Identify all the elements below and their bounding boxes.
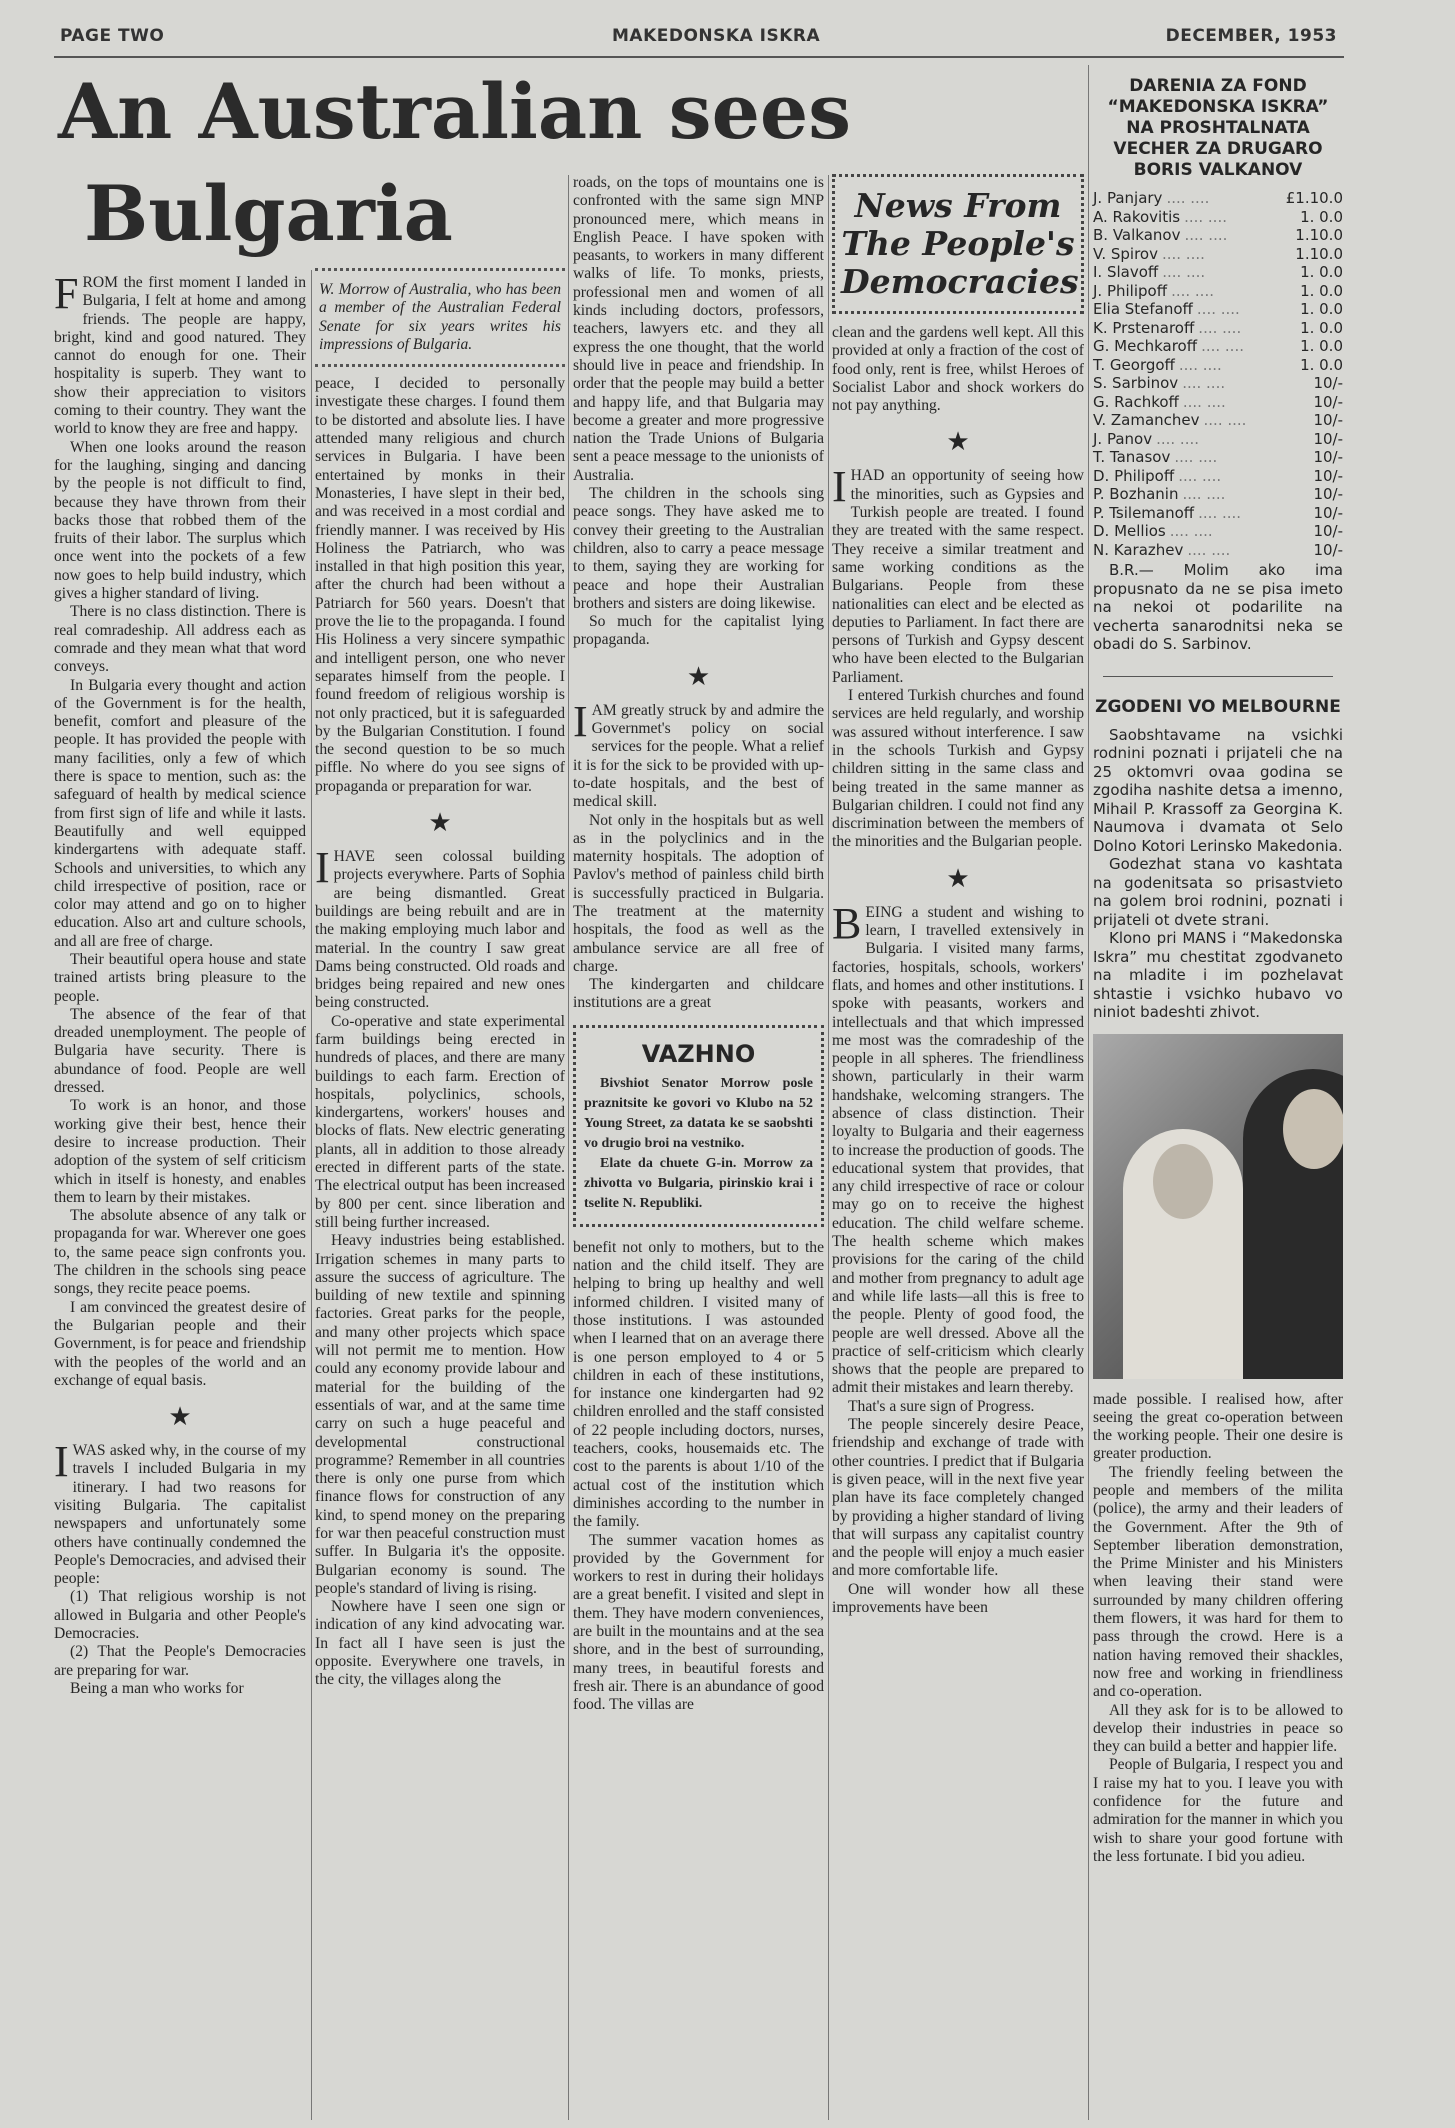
donation-row	[1093, 504, 1343, 523]
donation-row	[1093, 448, 1343, 467]
donation-row	[1093, 319, 1343, 338]
article-paragraph: The kindergarten and childcare institutions are a great	[573, 976, 824, 1012]
donation-amount: 1. 0.0	[1300, 207, 1343, 226]
donor-name: T. Tanasov	[1093, 448, 1171, 466]
article-paragraph: roads, on the tops of mountains one is confronted with the same sign MNP pronounced mere, which means in English Peace. I have spoken with peasants, to workers in many different walks of life. To monks, priests, professional men and women of all kinds including doctors, professors, teachers, lawyers etc. and they all express the one thought, that the world should live in peace and friendship. In order that the people may build a better and happy life, and that Bulgaria may become a greater and more progressive nation the Trade Unions of Bulgaria sent a peace message to the unionists of Australia.	[573, 174, 824, 484]
engaged-couple-photo	[1093, 1034, 1343, 1379]
announcement-title: VAZHNO	[641, 1039, 756, 1068]
leader-dots: .... ....	[1203, 411, 1247, 429]
donor-name: V. Zamanchev	[1093, 411, 1200, 429]
article-paragraph: (1) That religious worship is not allowed in Bulgaria and other People's Democracies.	[54, 1588, 306, 1643]
column-divider	[1088, 65, 1089, 2120]
page-number: PAGE TWO	[60, 26, 165, 46]
star-separator-icon: ★	[686, 661, 711, 691]
article-paragraph: made possible. I realised how, after seeing the great co-operation between the working people. Their one desire is greater production.	[1093, 1390, 1343, 1463]
article-paragraph: The children in the schools sing peace songs. They have asked me to convey their greeting to the Australian children, also to carry a peace message to them, saying they are working for peace and hope their Australian brothers and sisters are doing likewise.	[573, 485, 824, 612]
article-paragraph: All they ask for is to be allowed to develop their industries in peace so they can build a better and happier life.	[1093, 1701, 1343, 1756]
article-column-3	[573, 174, 824, 1714]
donation-row	[1093, 541, 1343, 560]
leader-dots: .... ....	[1169, 522, 1213, 540]
leader-dots: .... ....	[1182, 485, 1226, 503]
donor-name: I. Slavoff	[1093, 263, 1159, 281]
article-paragraph: Co-operative and state experimental farm buildings being erected in hundreds of places, and there are many buildings to each farm. Erection of hospitals, polyclinics, schools, kindergartens, workers' houses and blocks of flats. New electric generating plants, all in addition to those already erected in different parts of the state. The electrical output has been increased by 800 per cent. since liberation and still being further increased.	[315, 1012, 565, 1231]
banner-line: The People's	[841, 224, 1075, 263]
leader-dots: .... ....	[1162, 263, 1206, 281]
article-paragraph: BEING a student and wishing to learn, I travelled extensively in Bulgaria. I visited many farms, factories, hospitals, schools, workers' flats, and homes and other institutions. I spoke with peasants, workers and intellectuals and that which impressed me most was the comradeship of the people in all spheres. The friendliness shown, particularly in their warm handshake, welcoming strangers. The absence of class distinction. Their loyalty to Bulgaria and their eagerness to increase the production of goods. The educational system that provides, that any child irrespective of race or colour may go on to receive the highest education. The child welfare scheme. The health scheme which makes provisions for the caring of the child and mother from pregnancy to adult age and while life lasts—all this is free to the people. Plenty of good food, the people are well dressed. Above all the practice of self-criticism which clearly shows that the people are prepared to admit their mistakes and learn thereby.	[832, 898, 1084, 1397]
donation-amount: 10/-	[1313, 466, 1343, 485]
donor-name: B. Valkanov	[1093, 226, 1181, 244]
donation-amount: 10/-	[1313, 448, 1343, 466]
donor-name: G. Rachkoff	[1093, 392, 1179, 411]
engagement-paragraph: Godezhat stana vo kashtata na godenitsata so prisastvieto na golem broi rodnini, poznati i prijateli ot dvete strani.	[1093, 855, 1343, 929]
donation-row	[1093, 263, 1343, 282]
announcement-text: Elate da chuete G-in. Morrow za zhivotta vo Bulgaria, pirinskio krai i tselite N. Republiki.	[584, 1155, 813, 1211]
article-paragraph: peace, I decided to personally investigate these charges. I found them to be distorted and absolute lies. I have attended many religious and church services in Bulgaria. I have been entertained by monks in their Monasteries, I have slept in their bed, and was received in a most cordial and friendly manner. I was received by His Holiness the Patriarch, who was installed in that high position this year, after the church had been without a Patriarch for 560 years. Doesn't that prove the lie to the propaganda. I found His Holiness a very sincere sympathic and intelligent person, one who never separates himself from the people. I found freedom of religious worship is not only practiced, but it is safeguarded by the Bulgarian Constitution. I found the second question to be so much piffle. No where do you see signs of propaganda or preparation for war.	[315, 375, 565, 795]
article-paragraph: clean and the gardens well kept. All this provided at only a fraction of the cost of food only, rent is free, whilst Heroes of Socialist Labor and shock workers do not pay anything.	[832, 324, 1084, 415]
donation-row	[1093, 226, 1343, 245]
leader-dots: .... ....	[1156, 429, 1200, 448]
donation-row	[1093, 467, 1343, 486]
donation-amount: 1.10.0	[1295, 226, 1343, 244]
article-column-1	[54, 268, 306, 1698]
announcement-text: Bivshiot Senator Morrow posle praznitsite ke govori vo Klubo na 52 Young Street, za datata ke se saobshti vo drugio broi na vestniko.	[584, 1075, 813, 1151]
newspaper-name: MAKEDONSKA ISKRA	[612, 26, 821, 46]
leader-dots: .... ....	[1187, 540, 1231, 559]
star-separator-icon: ★	[946, 427, 970, 457]
donor-name: D. Mellios	[1093, 522, 1166, 540]
donation-amount: 1.10.0	[1295, 244, 1343, 263]
donor-name: Elia Stefanoff	[1093, 300, 1193, 318]
donor-name: G. Mechkaroff	[1093, 337, 1198, 355]
column-divider	[311, 270, 312, 2120]
donation-row	[1093, 485, 1343, 504]
donation-amount: £1.10.0	[1285, 189, 1343, 207]
article-paragraph: IHAD an opportunity of seeing how the minorities, such as Gypsies and Turkish people are treated. I found they are treated with the same respect. They receive a similar treatment and same working conditions as the Bulgarians. People from these nationalities can elect and be elected as deputies to Parliament. In fact there are persons of Turkish and Gypsy descent who have been elected to the Bulgarian Parliament.	[832, 462, 1084, 686]
leader-dots: .... ....	[1198, 318, 1242, 337]
donor-name: J. Philipoff	[1093, 281, 1168, 300]
donation-amount: 10/-	[1313, 503, 1343, 522]
donations-section	[1093, 76, 1343, 654]
article-paragraph: The absence of the fear of that dreaded unemployment. The people of Bulgaria have security. There is abundance of food. People are well dressed.	[54, 1005, 306, 1097]
donations-note: B.R.— Molim ako ima propusnato da ne se pisa imeto na nekoi ot podarilite na vecherta sanarodnitsi neka se obadi do S. Sarbinov.	[1093, 561, 1343, 653]
star-separator-icon: ★	[946, 863, 970, 893]
donation-row	[1093, 208, 1343, 227]
donor-name: J. Panjary	[1093, 189, 1163, 207]
article-paragraph: So much for the capitalist lying propaganda.	[573, 613, 824, 649]
leader-dots: .... ....	[1174, 448, 1218, 466]
donor-name: P. Bozhanin	[1093, 485, 1179, 503]
donor-name: T. Georgoff	[1093, 355, 1175, 374]
column-divider	[568, 175, 569, 2120]
donation-row	[1093, 374, 1343, 393]
engagement-paragraph: Saobshtavame na vsichki rodnini poznati i prijateli che na 25 oktomvri ovaa godina se zgodiha nashite detsa a imenno, Mihail P. Krassoff za Georgina K. Naumova i dvamata ot Selo Dolno Kotori Lerinsko Makedonia.	[1093, 725, 1343, 855]
donor-name: N. Karazhev	[1093, 540, 1184, 559]
donation-amount: 10/-	[1313, 374, 1343, 392]
article-paragraph: IAM greatly struck by and admire the Governmet's policy on social services for the people. What a relief it is for the sick to be provided with up-to-date hospitals, and the best of medical skill.	[573, 696, 824, 811]
donation-row	[1093, 393, 1343, 412]
donor-name: D. Philipoff	[1093, 466, 1175, 485]
article-paragraph: IHAVE seen colossal building projects everywhere. Parts of Sophia are being dismantled. Great buildings are being rebuilt and are in the making employing much labor and material. In the country I saw great Dams being constructed. Old roads and bridges being repaired and new ones being constructed.	[315, 843, 565, 1012]
donation-row	[1093, 282, 1343, 301]
leader-dots: .... ....	[1184, 226, 1228, 244]
donation-amount: 1. 0.0	[1300, 337, 1343, 355]
donation-row	[1093, 356, 1343, 375]
engagement-section	[1093, 697, 1343, 1022]
donation-amount: 1. 0.0	[1300, 355, 1343, 374]
leader-dots: .... ....	[1182, 374, 1226, 392]
article-paragraph: The summer vacation homes as provided by the Government for workers to rest in during their holidays are a great benefit. I visited and slept in them. They have modern conveniences, are built in the mountains and at the sea shore, and in the best of surrounding, many trees, in beautiful forests and fresh air. There is an abundance of good food. The villas are	[573, 1531, 824, 1714]
engagement-title: ZGODENI VO MELBOURNE	[1095, 696, 1341, 717]
article-paragraph: When one looks around the reason for the laughing, singing and dancing by the people is not difficult to find, because they have thrown from their backs those that robbed them of the fruits of their labor. The surplus which once went into the pockets of a few now goes to help build industry, which gives a higher standard of living.	[54, 438, 306, 603]
article-paragraph: The people sincerely desire Peace, friendship and exchange of trade with other countries. I predict that if Bulgaria is given peace, will in the next five year plan have its face completely changed by providing a higher standard of living that will surpass any capitalist country and the people will enjoy a much easier and more comfortable life.	[832, 1416, 1084, 1580]
donation-amount: 1. 0.0	[1300, 263, 1343, 281]
issue-date: DECEMBER, 1953	[1165, 26, 1337, 46]
donation-amount: 10/-	[1313, 485, 1343, 503]
donation-amount: 10/-	[1313, 540, 1343, 559]
article-paragraph: Heavy industries being established. Irrigation schemes in many parts to assure the success of agriculture. The building of new textile and spinning factories. Great parks for the people, and many other projects which space will not permit me to mention. How could any economy provide labour and material for the building of the essentials of war, and at the same time carry on such a huge peaceful and developmental constructional programme? Remember in all countries there is only one purse from which finance flows for construction of any kind, to spend money on the preparing for war then peaceful construction must suffer. In Bulgaria it's the opposite. Bulgarian economy is sound. The people's standard of living is rising.	[315, 1232, 565, 1597]
article-paragraph: (2) That the People's Democracies are preparing for war.	[54, 1643, 306, 1679]
header-rule	[54, 56, 1344, 58]
article-paragraph: IWAS asked why, in the course of my travels I included Bulgaria in my itinerary. I had two reasons for visiting Bulgaria. The capitalist newspapers and unfortunately some others have continually condemned the People's Democracies, and advised their people:	[54, 1437, 306, 1588]
donor-name: P. Tsilemanoff	[1093, 503, 1195, 522]
donation-row	[1093, 411, 1343, 430]
leader-dots: .... ....	[1171, 281, 1214, 300]
article-paragraph: I am convinced the greatest desire of the Bulgarian people and their Government, is for peace and friendship with the peoples of the world and an exchange of equal basis.	[54, 1298, 306, 1389]
donation-row	[1093, 189, 1343, 208]
donation-amount: 1. 0.0	[1300, 318, 1343, 337]
engagement-paragraph: Klono pri MANS i “Makedonska Iskra” mu chestitat zgodvaneto na mladite i im pozhelavat shtastie i vsichko hubavo vo niniot badeshti zhivot.	[1093, 929, 1343, 1021]
star-separator-icon: ★	[168, 1402, 192, 1432]
banner-line: Democracies	[841, 262, 1079, 301]
article-paragraph: I entered Turkish churches and found services are held regularly, and worship was assured without interference. I saw in the schools Turkish and Gypsy children sitting in the same class and being treated in the same manner as Bulgarian children. I could not find any discrimination between the members of the minorities and the Bulgarian people.	[832, 687, 1084, 851]
article-paragraph: One will wonder how all these improvements have been	[832, 1580, 1084, 1616]
news-from-peoples-democracies-banner	[832, 174, 1084, 314]
article-paragraph: Their beautiful opera house and state trained artists bring pleasure to the people.	[54, 950, 306, 1005]
article-paragraph: The friendly feeling between the people and members of the milita (police), the army and their leaders of the Government. After the 9th of September liberation demonstration, the Prime Minister and his Ministers when leaving their stand were surrounded by many children offering them flowers, it was hard for them to pass through the crowd. Here is a nation having removed their shackles, now free and working in friendliness and co-operation.	[1093, 1463, 1343, 1701]
donation-row	[1093, 522, 1343, 541]
donation-amount: 10/-	[1313, 392, 1343, 411]
sidebar-column	[1093, 76, 1343, 1866]
leader-dots: .... ....	[1178, 355, 1222, 374]
article-column-4	[832, 174, 1084, 1617]
article-paragraph: Nowhere have I seen one sign or indication of any kind advocating war. In fact all I have seen is just the opposite. Everywhere one travels, in the city, the villages along the	[315, 1598, 565, 1689]
article-paragraph: There is no class distinction. There is real comradeship. All address each as comrade and they mean what that word conveys.	[54, 603, 306, 676]
leader-dots: .... ....	[1161, 244, 1205, 263]
article-paragraph: That's a sure sign of Progress.	[848, 1397, 1035, 1415]
donation-row	[1093, 430, 1343, 449]
donor-name: S. Sarbinov	[1093, 374, 1179, 392]
donation-amount: 1. 0.0	[1300, 300, 1343, 318]
article-paragraph: Being a man who works for	[70, 1679, 244, 1697]
leader-dots: .... ....	[1201, 337, 1244, 355]
donation-amount: 10/-	[1313, 411, 1343, 429]
donor-name: K. Prstenaroff	[1093, 318, 1195, 337]
donation-amount: 1. 0.0	[1300, 281, 1343, 300]
banner-line: News From	[854, 186, 1062, 225]
leader-dots: .... ....	[1166, 189, 1210, 207]
article-paragraph: Not only in the hospitals but as well as in the polyclinics and in the maternity hospitals. The adoption of Pavlov's method of painless child birth is successfully practiced in Bulgaria. The treatment at the maternity hospitals, the food as well as the ambulance service are all free of charge.	[573, 811, 824, 975]
article-paragraph: benefit not only to mothers, but to the nation and the child itself. They are helping to bring up healthy and well informed children. I visited many of those institutions. I was astounded when I learned that on an average there is one person employed to 4 or 5 children in each of these institutions, for instance one kindergarten had 92 children enrolled and the staff consisted of 22 people including doctors, nurses, teachers, cooks, housemaids etc. The cost to the parents is about 1/10 of the actual cost of the institution which diminishes according to the number in the family.	[573, 1238, 824, 1531]
headline-line2: Bulgaria	[84, 169, 453, 258]
donations-title: DARENIA ZA FOND “MAKEDONSKA ISKRA” NA PROSHTALNATA VECHER ZA DRUGARO BORIS VALKANOV	[1107, 76, 1329, 180]
leader-dots: .... ....	[1196, 300, 1240, 318]
donation-amount: 10/-	[1313, 429, 1343, 448]
article-paragraph: In Bulgaria every thought and action of the Government is for the health, benefit, comfort and pleasure of the people. It has provided the people with many facilities, only a few of which there is space to mention, such as: the safeguard of health by medical science from first sign of life and while it lasts. Beautifully and well equipped kindergartens with adequate staff. Schools and universities, to which any child irrespective of position, race or color may attend and go on to higher education. Also art and culture schools, and all are free of charge.	[54, 676, 306, 950]
announcement-box	[573, 1025, 824, 1227]
star-separator-icon: ★	[428, 808, 452, 838]
donation-amount: 10/-	[1313, 522, 1343, 540]
donor-name: J. Panov	[1093, 429, 1153, 448]
donor-name: V. Spirov	[1093, 244, 1158, 263]
article-paragraph: To work is an honor, and those working give their best, hence their desire to increase production. Their adoption of the system of self criticism which in itself is honesty, and enables them to learn by their mistakes.	[54, 1097, 306, 1206]
article-paragraph: People of Bulgaria, I respect you and I raise my hat to you. I leave you with confidence for the future and admiration for the manner in which you wish to share your good fortune with the less fortunate. I bid you adieu.	[1093, 1756, 1343, 1865]
author-note: W. Morrow of Australia, who has been a member of the Australian Federal Senate for six years writes his impressions of Bulgaria.	[315, 268, 565, 367]
donor-name: A. Rakovitis	[1093, 207, 1181, 226]
donation-row	[1093, 245, 1343, 264]
leader-dots: .... ....	[1198, 503, 1242, 522]
leader-dots: .... ....	[1184, 207, 1227, 226]
leader-dots: .... ....	[1182, 392, 1226, 411]
leader-dots: .... ....	[1178, 466, 1222, 485]
article-paragraph: FROM the first moment I landed in Bulgaria, I felt at home and among friends. The people are happy, bright, kind and good natured. They cannot do enough for one. Their hospitality is superb. They want to show their appreciation to visitors coming to their country. They want the world to know they are free and happy.	[54, 269, 306, 438]
article-column-2	[315, 268, 565, 1690]
article-paragraph: The absolute absence of any talk or propaganda for war. Wherever one goes to, the same peace sign confronts you. The children in the schools sing peace songs, they recite peace poems.	[54, 1207, 306, 1298]
column-divider	[828, 175, 829, 2120]
section-divider	[1103, 676, 1333, 677]
donation-row	[1093, 300, 1343, 319]
donation-row	[1093, 337, 1343, 356]
headline-line1: An Australian sees	[58, 67, 852, 156]
